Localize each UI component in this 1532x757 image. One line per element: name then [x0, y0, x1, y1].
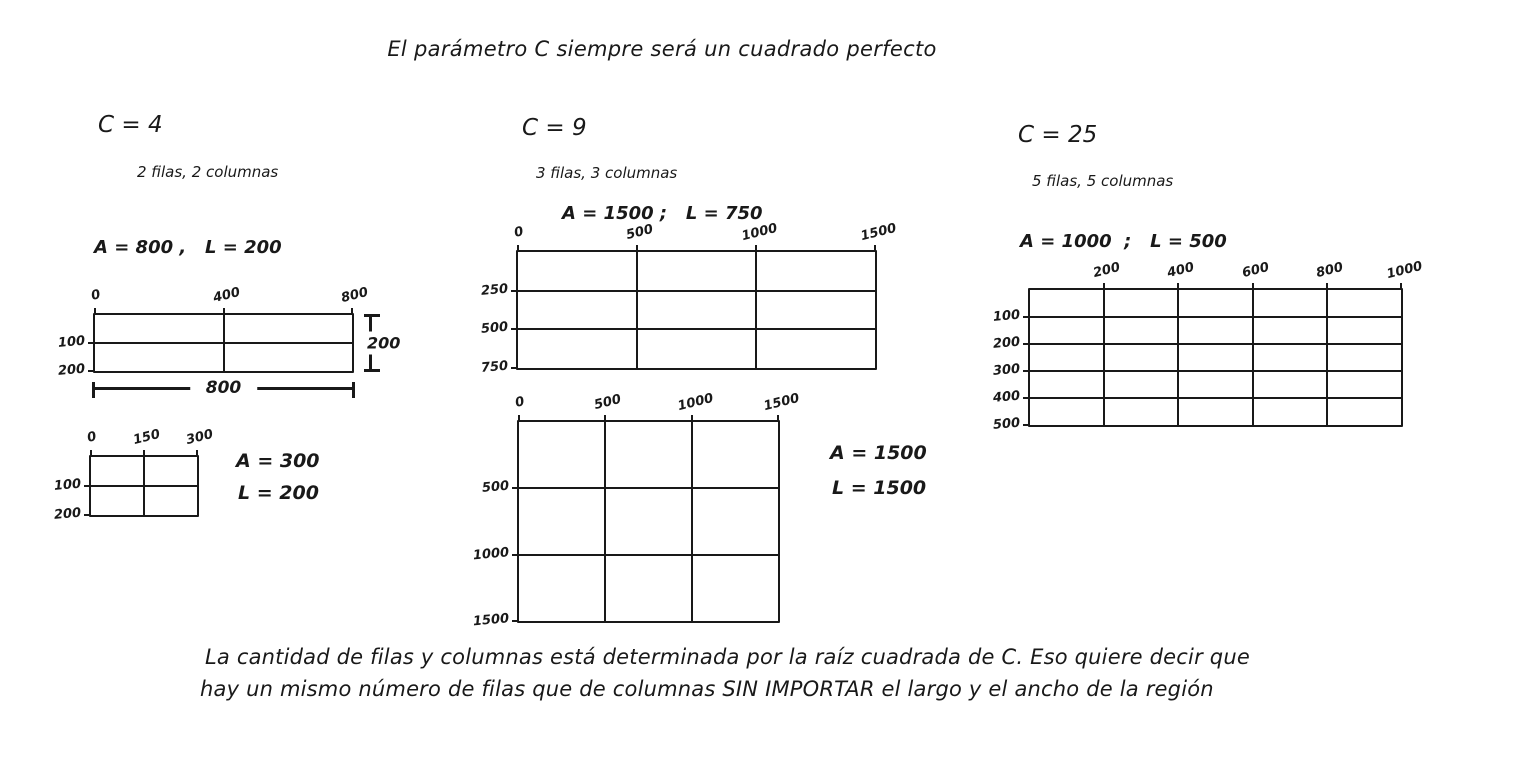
axis-tick-left: [1023, 370, 1030, 372]
axis-tick-left: [511, 367, 518, 369]
c4-main-grid: [57, 284, 401, 398]
axis-label-left: 500: [481, 478, 510, 497]
grid-line-horizontal: [1030, 343, 1401, 345]
c4-small-grid: [53, 426, 215, 523]
axis-tick-top: [518, 415, 520, 422]
width-brace: [93, 378, 354, 398]
grid-box: [57, 284, 370, 379]
axis-label-top: 300: [184, 426, 215, 449]
axis-tick-top: [90, 450, 92, 457]
axis-tick-left: [1023, 424, 1030, 426]
axis-tick-top: [223, 308, 225, 315]
axis-label-left: 750: [480, 358, 509, 376]
axis-label-top: 0: [512, 224, 526, 241]
grid-line-vertical: [636, 252, 638, 368]
axis-tick-left: [511, 328, 518, 330]
axis-label-left: 400: [992, 388, 1021, 406]
axis-label-left: 500: [480, 319, 509, 338]
axis-label-left: 100: [992, 307, 1021, 325]
axis-tick-top: [691, 415, 693, 422]
axis-tick-top: [755, 245, 757, 252]
axis-label-top: 1500: [762, 390, 801, 415]
c4-params-label: A = 800 , L = 200: [94, 237, 282, 258]
axis-tick-top: [94, 308, 96, 315]
c25-dims-label: 5 filas, 5 columnas: [1032, 172, 1174, 190]
c9-square-grid: [472, 390, 801, 630]
axis-label-top: 400: [211, 284, 242, 307]
axis-tick-left: [1023, 397, 1030, 399]
axis-tick-left: [511, 290, 518, 292]
axis-label-top: 150: [131, 426, 162, 449]
axis-label-top: 1000: [740, 220, 779, 245]
axis-label-top: 0: [85, 429, 99, 446]
axis-tick-top: [1103, 283, 1105, 290]
footer-note-line-2: hay un mismo número de filas que de columnas SIN IMPORTAR el largo y el ancho de la región: [200, 677, 1214, 701]
axis-label-left: 1500: [472, 611, 510, 630]
axis-tick-left: [1023, 343, 1030, 345]
axis-label-left: 100: [53, 476, 82, 494]
c9-square-length-label: L = 1500: [832, 477, 927, 499]
axis-tick-left: [84, 485, 91, 487]
grid-box: [472, 390, 801, 630]
grid-box: [992, 258, 1424, 433]
grid-box: [53, 426, 215, 523]
grid-line-vertical: [1177, 290, 1179, 425]
axis-label-left: 100: [57, 333, 86, 351]
c25-params-label: A = 1000 ; L = 500: [1020, 231, 1227, 252]
grid-line-horizontal: [518, 328, 875, 330]
axis-label-top: 1000: [1385, 258, 1424, 283]
axis-label-left: 250: [480, 281, 509, 299]
grid-line-vertical: [1252, 290, 1254, 425]
c9-square-area-label: A = 1500: [830, 442, 927, 464]
axis-label-top: 400: [1166, 259, 1197, 282]
height-brace-label: 200: [367, 333, 401, 353]
axis-tick-top: [636, 245, 638, 252]
footer-note-line-1: La cantidad de filas y columnas está determinada por la raíz cuadrada de C. Eso quiere decir que: [205, 645, 1250, 669]
height-brace: [367, 315, 401, 371]
axis-tick-left: [512, 620, 519, 622]
grid-line-horizontal: [1030, 397, 1401, 399]
c4-small-length-label: L = 200: [238, 482, 319, 504]
c25-main-grid: [992, 258, 1424, 433]
axis-tick-top: [1400, 283, 1402, 290]
axis-label-left: 200: [992, 334, 1021, 352]
axis-tick-top: [874, 245, 876, 252]
axis-label-left: 1000: [472, 544, 510, 563]
axis-tick-left: [512, 554, 519, 556]
c4-dims-label: 2 filas, 2 columnas: [137, 163, 279, 181]
axis-tick-left: [88, 370, 95, 372]
c4-heading: C = 4: [98, 112, 163, 138]
grid-line-vertical: [1103, 290, 1105, 425]
axis-label-top: 0: [513, 394, 527, 411]
axis-tick-top: [777, 415, 779, 422]
axis-label-left: 300: [992, 361, 1021, 379]
c25-heading: C = 25: [1018, 122, 1098, 148]
axis-tick-top: [1326, 283, 1328, 290]
axis-tick-top: [1252, 283, 1254, 290]
axis-label-top: 1500: [859, 220, 898, 245]
axis-label-top: 0: [89, 287, 103, 304]
axis-tick-top: [1177, 283, 1179, 290]
c9-wide-grid: [480, 220, 898, 376]
axis-tick-left: [84, 514, 91, 516]
c9-heading: C = 9: [522, 115, 587, 141]
c4-small-area-label: A = 300: [236, 450, 320, 472]
axis-tick-top: [143, 450, 145, 457]
grid-line-horizontal: [95, 342, 352, 344]
axis-label-top: 800: [1314, 259, 1345, 282]
axis-tick-top: [517, 245, 519, 252]
axis-label-top: 800: [339, 284, 370, 307]
c9-dims-label: 3 filas, 3 columnas: [536, 164, 678, 182]
axis-label-top: 1000: [675, 390, 715, 415]
page-title: El parámetro C siempre será un cuadrado perfecto: [387, 37, 937, 61]
grid-line-horizontal: [91, 485, 197, 487]
axis-label-top: 500: [593, 391, 624, 414]
axis-tick-left: [88, 342, 95, 344]
width-brace-label: 800: [190, 378, 258, 398]
axis-label-top: 200: [1091, 259, 1122, 282]
grid-box: [480, 220, 898, 376]
grid-line-vertical: [604, 422, 606, 621]
axis-tick-top: [196, 450, 198, 457]
grid-line-vertical: [691, 422, 693, 621]
grid-line-horizontal: [518, 290, 875, 292]
grid-line-horizontal: [519, 487, 778, 489]
grid-line-horizontal: [519, 554, 778, 556]
grid-line-horizontal: [1030, 370, 1401, 372]
axis-label-left: 200: [53, 505, 82, 523]
axis-tick-top: [604, 415, 606, 422]
axis-label-left: 200: [57, 361, 86, 379]
axis-tick-left: [512, 487, 519, 489]
c9-params-label: A = 1500 ; L = 750: [562, 203, 763, 224]
grid-line-horizontal: [1030, 316, 1401, 318]
axis-label-top: 500: [624, 221, 655, 244]
grid-line-vertical: [1326, 290, 1328, 425]
grid-line-vertical: [755, 252, 757, 368]
axis-label-left: 500: [992, 415, 1021, 433]
axis-tick-top: [351, 308, 353, 315]
axis-tick-left: [1023, 316, 1030, 318]
axis-label-top: 600: [1240, 259, 1271, 282]
